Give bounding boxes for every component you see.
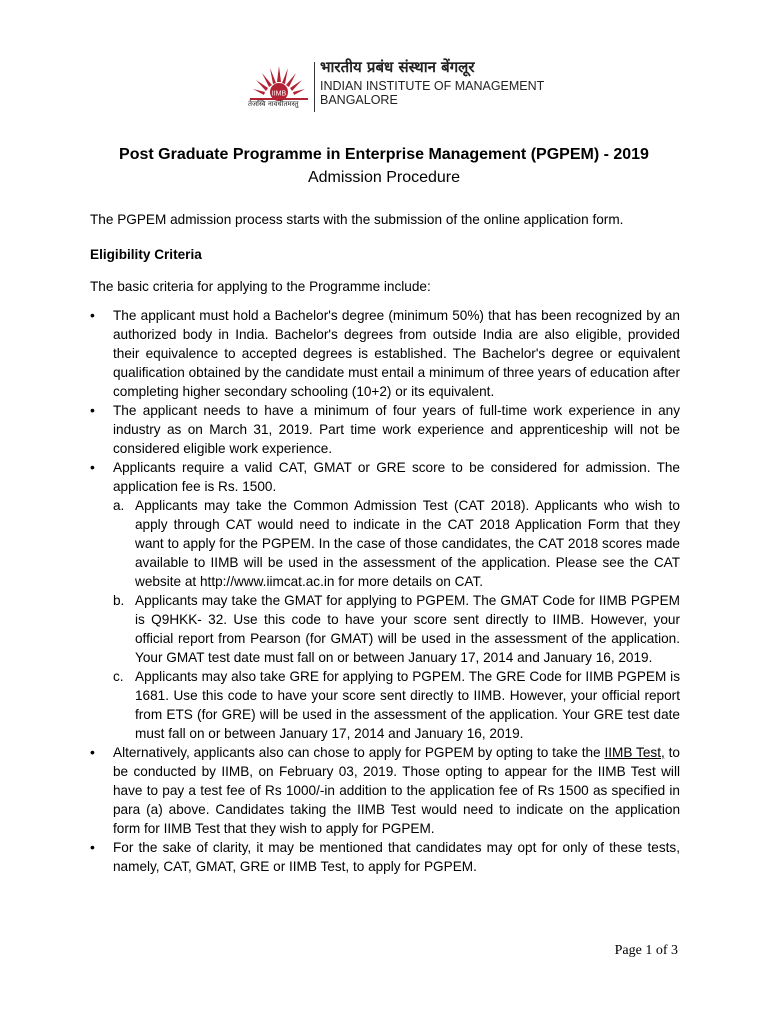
page-number: Page 1 of 3 [614, 943, 678, 958]
bullet-text: For the sake of clarity, it may be mentioned that candidates may opt for only of these tests, namely, CAT, GMAT, GRE or IIMB Test, to apply for PGPEM. [113, 840, 680, 874]
document-subtitle: Admission Procedure [307, 169, 461, 186]
intro-paragraph: The PGPEM admission process starts with the submission of the online application form. [90, 212, 624, 227]
bullet-text: Alternatively, applicants also can chose to apply for PGPEM by opting to take the [113, 745, 605, 760]
sub-item-text: Applicants may also take GRE for applying to PGPEM. The GRE Code for IIMB PGPEM is 1681. Use this code to have your score sent directly to IIMB. However, your official report from ETS (for GRE) will be used in the assessment of the application. Your GRE test date must fall on or between January 17, 2014 and January 16, 2019. [135, 669, 680, 741]
logo-divider [314, 62, 315, 112]
sub-marker: b. [113, 593, 125, 608]
sub-marker: a. [113, 498, 125, 513]
list-item [90, 743, 680, 838]
logo-hindi-name: भारतीय प्रबंध संस्थान बेंगलूर [320, 58, 475, 76]
eligibility-heading: Eligibility Criteria [90, 247, 202, 262]
criteria-intro: The basic criteria for applying to the Programme include: [90, 279, 431, 294]
logo-text [320, 60, 544, 107]
document-title: Post Graduate Programme in Enterprise Management (PGPEM) - 2019 [119, 146, 649, 163]
list-item [90, 458, 680, 743]
logo-motto: तेजस्वि नावधीतमस्तु [248, 100, 299, 108]
bullet-text: The applicant must hold a Bachelor's degree (minimum 50%) that has been recognized by an authorized body in India. Bachelor's degrees from outside India are also eligible, provided their equivalence to accepted degrees is established. The Bachelor's degree or equivalent qualification obtained by the candidate must entail a minimum of three years of education after completing higher secondary schooling (10+2) or its equivalent. [113, 308, 680, 399]
sub-list-item [113, 667, 680, 743]
bullet-text: to be conducted by IIMB, on February 03, 2019. Those opting to appear for the IIMB Test will have to pay a test fee of Rs 1000/-in addition to the application fee of Rs 1500 as specified in para (a) above. Candidates taking the IIMB Test would need to indicate on the application form for IIMB Test that they wish to apply for PGPEM. [113, 745, 680, 836]
sub-list-item [113, 591, 680, 667]
sub-marker: c. [113, 669, 124, 684]
bullet-text: Applicants require a valid CAT, GMAT or GRE score to be considered for admission. The application fee is Rs. 1500. [113, 460, 680, 494]
list-item [90, 306, 680, 401]
criteria-list [90, 306, 680, 876]
logo-name-line2: BANGALORE [320, 93, 398, 107]
sub-list-item [113, 496, 680, 591]
list-item [90, 401, 680, 458]
test-options-list [113, 496, 680, 743]
logo-name-line1: INDIAN INSTITUTE OF MANAGEMENT [320, 79, 545, 93]
iimb-test-link[interactable]: IIMB Test, [604, 745, 665, 760]
sub-item-text: Applicants may take the Common Admission Test (CAT 2018). Applicants who wish to apply through CAT would need to indicate in the CAT 2018 Application Form that they want to apply for the PGPEM. In the case of those candidates, the CAT 2018 scores made available to IIMB will be used in the assessment of the application. Please see the CAT website at http://www.iimcat.ac.in for more details on CAT. [135, 498, 680, 589]
list-item [90, 838, 680, 876]
bullet-text: The applicant needs to have a minimum of four years of full-time work experience in any industry as on March 31, 2019. Part time work experience and apprenticeship will not be considered eligible work experience. [113, 403, 680, 456]
sub-item-text: Applicants may take the GMAT for applying to PGPEM. The GMAT Code for IIMB PGPEM is Q9HKK- 32. Use this code to have your score sent directly to IIMB. However, your official report from Pearson (for GMAT) will be used in the assessment of the application. Your GMAT test date must fall on or between January 17, 2014 and January 16, 2019. [135, 593, 680, 665]
iimb-logo [248, 56, 548, 118]
logo-mark-label: IIMB [271, 90, 287, 98]
